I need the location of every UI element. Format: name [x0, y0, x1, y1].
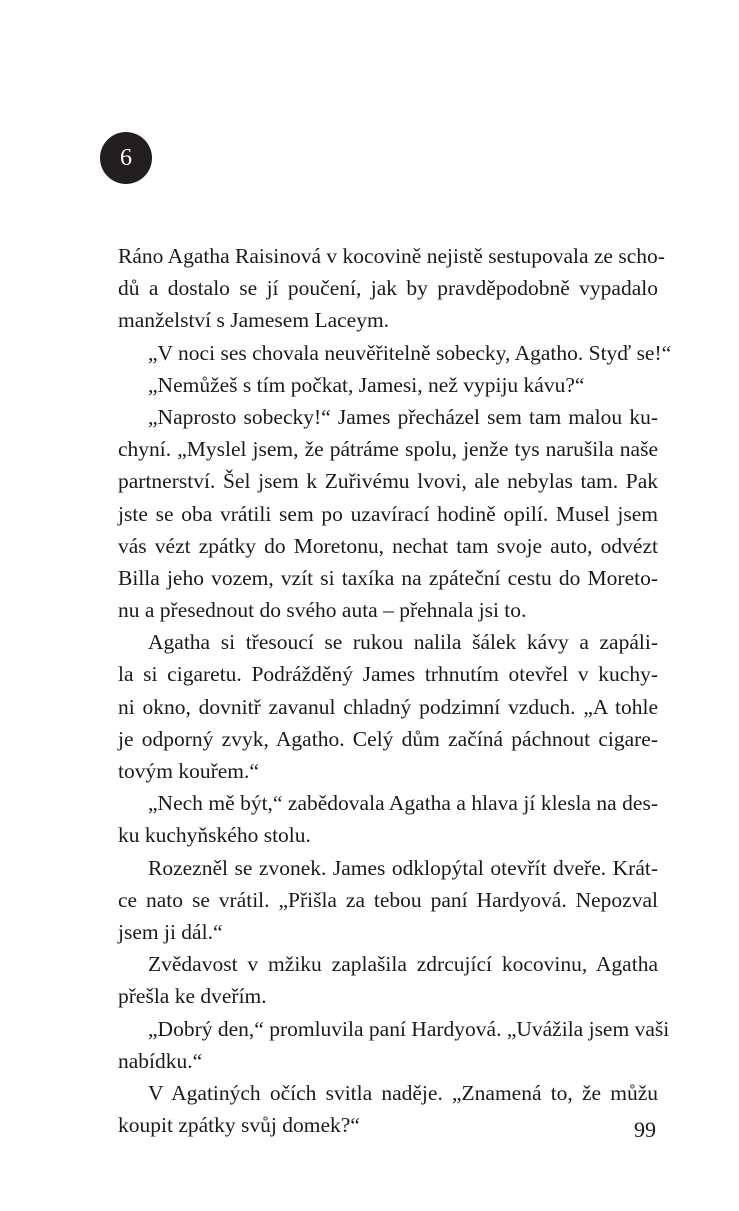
text-line: Agatha si třesoucí se rukou nalila šálek kávy a zapáli- — [148, 630, 658, 655]
text-line: vás vézt zpátky do Moretonu, nechat tam svoje auto, odvézt — [118, 533, 658, 558]
page-number: 99 — [634, 1117, 656, 1142]
text-line: „Naprosto sobecky!“ James přecházel sem tam malou ku- — [148, 404, 658, 429]
text-line: „Nech mě být,“ zabědovala Agatha a hlava jí klesla na des- — [148, 791, 658, 816]
text-line: la si cigaretu. Podrážděný James trhnutím otevřel v kuchy- — [118, 662, 658, 687]
text-line: je odporný zvyk, Agatho. Celý dům začíná páchnout cigare- — [118, 726, 658, 751]
text-line: ce nato se vrátil. „Přišla za tebou paní Hardyová. Nepozval — [118, 887, 658, 912]
text-line: Zvědavost v mžiku zaplašila zdrcující kocovinu, Agatha — [148, 952, 658, 977]
text-line: V Agatiných očích svitla naděje. „Znamená to, že můžu — [148, 1080, 658, 1105]
text-line: ni okno, dovnitř zavanul chladný podzimní vzduch. „A tohle — [118, 694, 658, 719]
body-text — [118, 240, 672, 1141]
text-line: Billa jeho vozem, vzít si taxíka na zpáteční cestu do Moreto- — [118, 565, 658, 590]
text-line: jste se oba vrátili sem po uzavírací hodině opilí. Musel jsem — [118, 501, 658, 526]
text-line: „Dobrý den,“ promluvila paní Hardyová. „Uvážila jsem vaši — [148, 1016, 670, 1041]
text-line: Rozezněl se zvonek. James odklopýtal otevřít dveře. Krát- — [148, 855, 658, 880]
text-line: jsem ji dál.“ — [118, 919, 223, 944]
chapter-number-badge: 6 — [100, 132, 152, 184]
text-line: chyní. „Myslel jsem, že pátráme spolu, jenže tys narušila naše — [118, 437, 658, 462]
text-line: přešla ke dveřím. — [118, 984, 267, 1009]
text-line: „V noci ses chovala neuvěřitelně sobecky, Agatho. Styď se!“ — [148, 340, 672, 365]
text-line: manželství s Jamesem Laceym. — [118, 308, 390, 333]
text-line: koupit zpátky svůj domek?“ — [118, 1113, 360, 1138]
text-line: Ráno Agatha Raisinová v kocovině nejistě sestupovala ze scho- — [118, 244, 665, 268]
text-line: ku kuchyňského stolu. — [118, 823, 311, 848]
text-line: dů a dostalo se jí poučení, jak by pravděpodobně vypadalo — [118, 276, 658, 301]
text-line: tovým kouřem.“ — [118, 759, 259, 783]
text-line: „Nemůžeš s tím počkat, Jamesi, než vypiju kávu?“ — [148, 372, 585, 397]
text-line: nabídku.“ — [118, 1048, 203, 1073]
text-line: nu a přesednout do svého auta – přehnala jsi to. — [118, 598, 527, 623]
text-line: partnerství. Šel jsem k Zuřivému lvovi, ale nebylas tam. Pak — [118, 469, 658, 494]
